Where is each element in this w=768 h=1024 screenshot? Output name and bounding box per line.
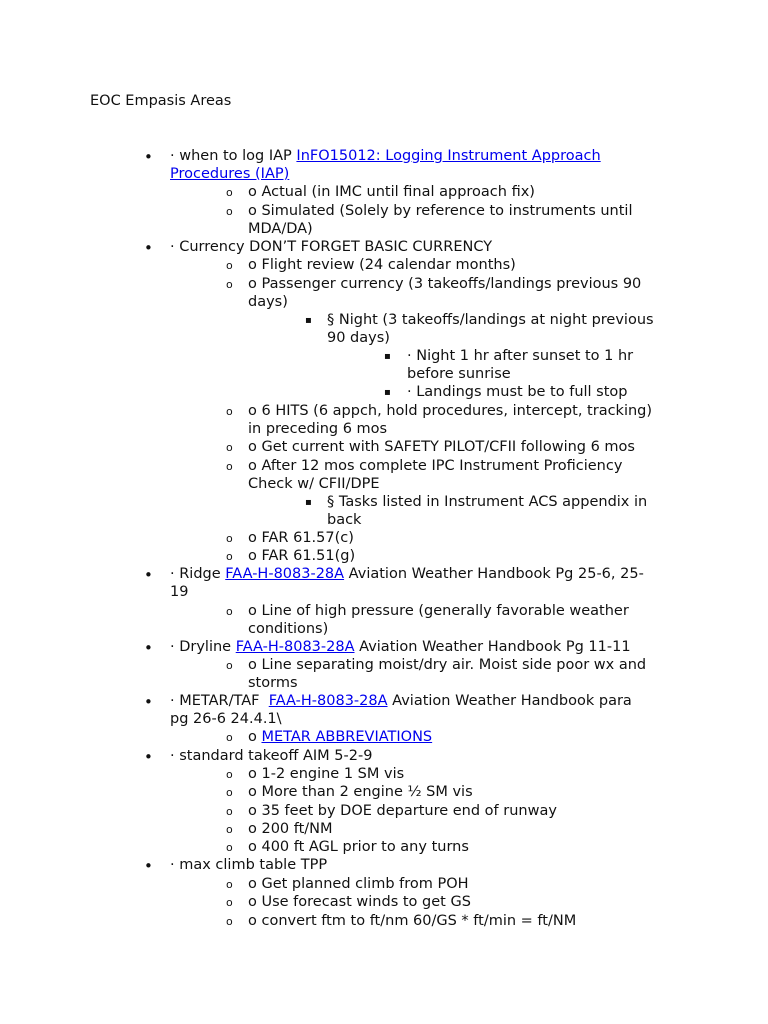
- bullet-l2: o: [226, 186, 233, 199]
- faa-handbook-link[interactable]: FAA-H-8083-28A: [268, 693, 388, 709]
- item-text: Aviation Weather Handbook para: [387, 693, 632, 709]
- item-text: o: [248, 729, 262, 745]
- list-item-iap-cont: [170, 165, 289, 183]
- sub-item-far-61-57: o FAR 61.57(c): [248, 530, 354, 546]
- sub-item-far-61-51: o FAR 61.51(g): [248, 548, 356, 564]
- info15012-link[interactable]: InFO15012: Logging Instrument Approach: [296, 148, 601, 164]
- sub-item-high-pressure: o Line of high pressure (generally favorable weather: [248, 603, 629, 619]
- item-text: · Ridge: [170, 566, 226, 582]
- list-item-currency: · Currency DON’T FORGET BASIC CURRENCY: [170, 239, 493, 255]
- list-item-ridge-cont: 19: [170, 584, 189, 600]
- bullet-l1: •: [144, 566, 153, 584]
- list-item-max-climb-table: · max climb table TPP: [170, 857, 328, 873]
- sub-sub-item-acs-tasks: § Tasks listed in Instrument ACS appendix in: [327, 494, 648, 510]
- sub-item-400-ft-agl: o 400 ft AGL prior to any turns: [248, 839, 469, 855]
- item-text: Aviation Weather Handbook Pg 25-6, 25-: [344, 566, 644, 582]
- item-text: · when to log IAP: [170, 148, 297, 164]
- list-item-metar-taf-cont: pg 26-6 24.4.1\: [170, 711, 282, 727]
- list-item-standard-takeoff: · standard takeoff AIM 5-2-9: [170, 748, 373, 764]
- sub-item-safety-pilot: o Get current with SAFETY PILOT/CFII following 6 mos: [248, 439, 635, 455]
- bullet-l2: o: [226, 659, 233, 672]
- bullet-l2: o: [226, 550, 233, 563]
- bullet-l2: o: [226, 259, 233, 272]
- bullet-l2: o: [226, 786, 233, 799]
- bullet-l4: ▪: [384, 351, 391, 362]
- list-item-ridge: [170, 565, 644, 583]
- metar-abbreviations-link[interactable]: METAR ABBREVIATIONS: [261, 729, 433, 745]
- bullet-l2: o: [226, 460, 233, 473]
- bullet-l2: o: [226, 823, 233, 836]
- faa-handbook-link[interactable]: FAA-H-8083-28A: [225, 566, 345, 582]
- bullet-l2: o: [226, 896, 233, 909]
- item-text: · METAR/TAF: [170, 693, 269, 709]
- faa-handbook-link[interactable]: FAA-H-8083-28A: [235, 639, 355, 655]
- bullet-l3: ▪: [305, 497, 312, 508]
- item-text: · Dryline: [170, 639, 236, 655]
- bullet-l2: o: [226, 878, 233, 891]
- list-item-metar-taf: [170, 692, 632, 710]
- bullet-l2: o: [226, 441, 233, 454]
- l4-item-night-definition: · Night 1 hr after sunset to 1 hr: [407, 348, 634, 364]
- sub-item-200-ft-nm: o 200 ft/NM: [248, 821, 333, 837]
- document-title: EOC Empasis Areas: [90, 93, 232, 109]
- bullet-l2: o: [226, 605, 233, 618]
- bullet-l1: •: [144, 239, 153, 257]
- sub-item-dryline: o Line separating moist/dry air. Moist side poor wx and: [248, 657, 647, 673]
- bullet-l1: •: [144, 693, 153, 711]
- bullet-l1: •: [144, 148, 153, 166]
- bullet-l2: o: [226, 405, 233, 418]
- sub-item-1-2-engine: o 1-2 engine 1 SM vis: [248, 766, 405, 782]
- list-item-dryline: [170, 638, 631, 656]
- sub-sub-item-night-cont: 90 days): [327, 330, 390, 346]
- l4-item-night-definition-cont: before sunrise: [407, 366, 511, 382]
- sub-sub-item-acs-tasks-cont: back: [327, 512, 362, 528]
- bullet-l1: •: [144, 639, 153, 657]
- sub-item-ipc: o After 12 mos complete IPC Instrument Proficiency: [248, 458, 623, 474]
- bullet-l2: o: [226, 805, 233, 818]
- sub-item-metar-abbreviations: [248, 728, 432, 746]
- sub-item-flight-review: o Flight review (24 calendar months): [248, 257, 516, 273]
- sub-item-ipc-cont: Check w/ CFII/DPE: [248, 476, 380, 492]
- l4-item-full-stop: · Landings must be to full stop: [407, 384, 628, 400]
- sub-item-dryline-cont: storms: [248, 675, 298, 691]
- sub-item-forecast-winds: o Use forecast winds to get GS: [248, 894, 471, 910]
- bullet-l1: •: [144, 857, 153, 875]
- bullet-l2: o: [226, 768, 233, 781]
- sub-item-more-than-2-engine: o More than 2 engine ½ SM vis: [248, 784, 473, 800]
- sub-item-poh-climb: o Get planned climb from POH: [248, 876, 469, 892]
- info15012-link-continued[interactable]: Procedures (IAP): [170, 166, 290, 182]
- sub-item-6-hits: o 6 HITS (6 appch, hold procedures, intercept, tracking): [248, 403, 653, 419]
- list-item-iap: [170, 147, 601, 165]
- sub-item-simulated: o Simulated (Solely by reference to instruments until: [248, 203, 633, 219]
- sub-sub-item-night: § Night (3 takeoffs/landings at night previous: [327, 312, 654, 328]
- bullet-l1: •: [144, 748, 153, 766]
- sub-item-6-hits-cont: in preceding 6 mos: [248, 421, 388, 437]
- bullet-l2: o: [226, 731, 233, 744]
- sub-item-simulated-cont: MDA/DA): [248, 221, 313, 237]
- bullet-l3: ▪: [305, 315, 312, 326]
- sub-item-35-feet: o 35 feet by DOE departure end of runway: [248, 803, 557, 819]
- bullet-l2: o: [226, 532, 233, 545]
- bullet-l2: o: [226, 841, 233, 854]
- sub-item-high-pressure-cont: conditions): [248, 621, 329, 637]
- bullet-l2: o: [226, 205, 233, 218]
- bullet-l2: o: [226, 278, 233, 291]
- bullet-l2: o: [226, 915, 233, 928]
- sub-item-actual: o Actual (in IMC until final approach fix): [248, 184, 535, 200]
- sub-item-passenger-cont: days): [248, 294, 288, 310]
- bullet-l4: ▪: [384, 387, 391, 398]
- item-text: Aviation Weather Handbook Pg 11-11: [354, 639, 631, 655]
- sub-item-convert-ftm: o convert ftm to ft/nm 60/GS * ft/min = ft/NM: [248, 913, 577, 929]
- sub-item-passenger: o Passenger currency (3 takeoffs/landings previous 90: [248, 276, 642, 292]
